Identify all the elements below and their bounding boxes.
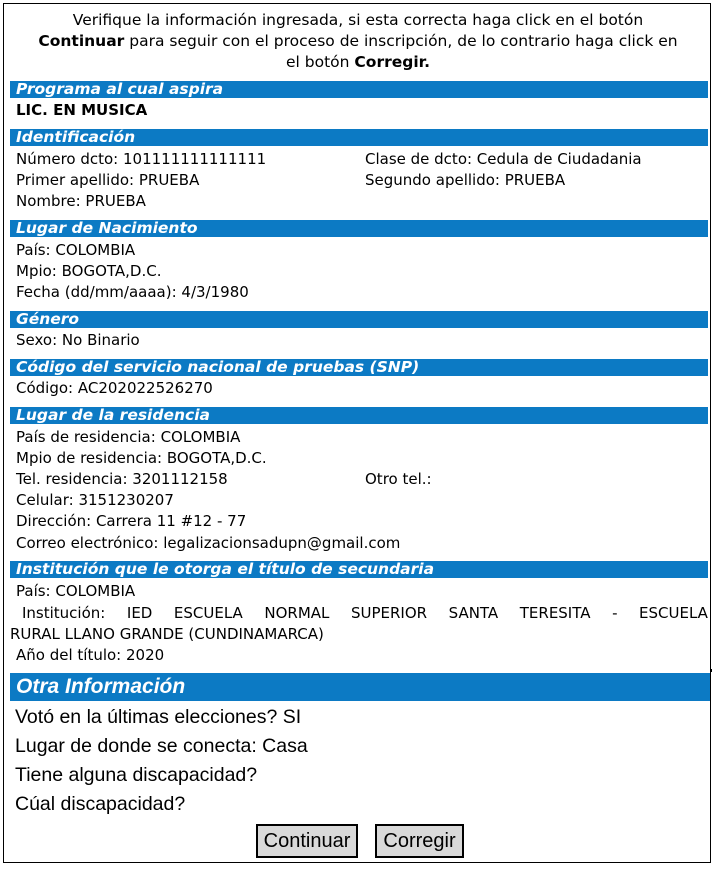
institucion-word: NORMAL	[264, 604, 330, 622]
nacimiento-pais: País: COLOMBIA	[16, 241, 136, 259]
voto: Votó en la últimas elecciones? SI	[15, 706, 302, 728]
section-header-nacimiento: Lugar de Nacimiento	[10, 220, 708, 237]
direccion: Dirección: Carrera 11 #12 - 77	[16, 512, 247, 530]
nacimiento-fecha: Fecha (dd/mm/aaaa): 4/3/1980	[16, 283, 249, 301]
institucion-word: Institución:	[22, 604, 106, 622]
section-header-snp: Código del servicio nacional de pruebas (SNP)	[10, 359, 708, 376]
residencia-pais: País de residencia: COLOMBIA	[16, 428, 241, 446]
institucion-word: IED	[126, 604, 153, 622]
correo: Correo electrónico: legalizacionsadupn@gmail.com	[16, 534, 401, 552]
snp-codigo: Código: AC202022526270	[16, 379, 213, 397]
residencia-mpio: Mpio de residencia: BOGOTA,D.C.	[16, 449, 267, 467]
intro-text	[4, 10, 712, 73]
institucion-word: SANTA	[448, 604, 499, 622]
corregir-button[interactable]: Corregir	[375, 824, 464, 858]
otro-tel: Otro tel.:	[365, 470, 432, 488]
tel-residencia: Tel. residencia: 3201112158	[16, 470, 228, 488]
institucion-nombre	[10, 603, 708, 645]
nombre: Nombre: PRUEBA	[16, 192, 146, 210]
lugar-conexion: Lugar de donde se conecta: Casa	[15, 735, 308, 757]
primer-apellido: Primer apellido: PRUEBA	[16, 171, 200, 189]
intro-line-2: para seguir con el proceso de inscripción, de lo contrario haga click en	[124, 32, 678, 50]
institucion-word: SUPERIOR	[350, 604, 428, 622]
institucion-line-1	[10, 603, 708, 624]
celular: Celular: 3151230207	[16, 491, 174, 509]
cual-discapacidad: Cúal discapacidad?	[15, 793, 186, 815]
section-header-identificacion: Identificación	[10, 129, 708, 146]
institucion-line-2: RURAL LLANO GRANDE (CUNDINAMARCA)	[10, 625, 324, 643]
divider	[711, 669, 712, 672]
intro-line-3: el botón	[286, 53, 355, 71]
section-header-institucion: Institución que le otorga el título de secundaria	[10, 561, 708, 578]
institucion-word: TERESITA	[519, 604, 591, 622]
programa-value: LIC. EN MUSICA	[16, 101, 148, 119]
intro-corregir-bold: Corregir.	[354, 53, 430, 71]
continuar-button[interactable]: Continuar	[256, 824, 358, 858]
segundo-apellido: Segundo apellido: PRUEBA	[365, 171, 566, 189]
institucion-word: ESCUELA	[639, 604, 708, 622]
section-header-residencia: Lugar de la residencia	[10, 407, 708, 424]
anio-titulo: Año del título: 2020	[16, 646, 165, 664]
intro-continuar-bold: Continuar	[38, 32, 125, 50]
clase-dcto: Clase de dcto: Cedula de Ciudadania	[365, 150, 642, 168]
nacimiento-mpio: Mpio: BOGOTA,D.C.	[16, 262, 162, 280]
tiene-discapacidad: Tiene alguna discapacidad?	[15, 764, 258, 786]
numero-dcto: Número dcto: 101111111111111	[16, 150, 267, 168]
section-header-otra: Otra Información	[10, 673, 710, 701]
section-header-genero: Género	[10, 311, 708, 328]
institucion-word: -	[612, 604, 618, 622]
institucion-word: ESCUELA	[173, 604, 243, 622]
section-header-programa: Programa al cual aspira	[10, 81, 708, 98]
sexo: Sexo: No Binario	[16, 331, 140, 349]
intro-line-1: Verifique la información ingresada, si esta correcta haga click en el botón	[72, 11, 644, 29]
institucion-pais: País: COLOMBIA	[16, 582, 136, 600]
